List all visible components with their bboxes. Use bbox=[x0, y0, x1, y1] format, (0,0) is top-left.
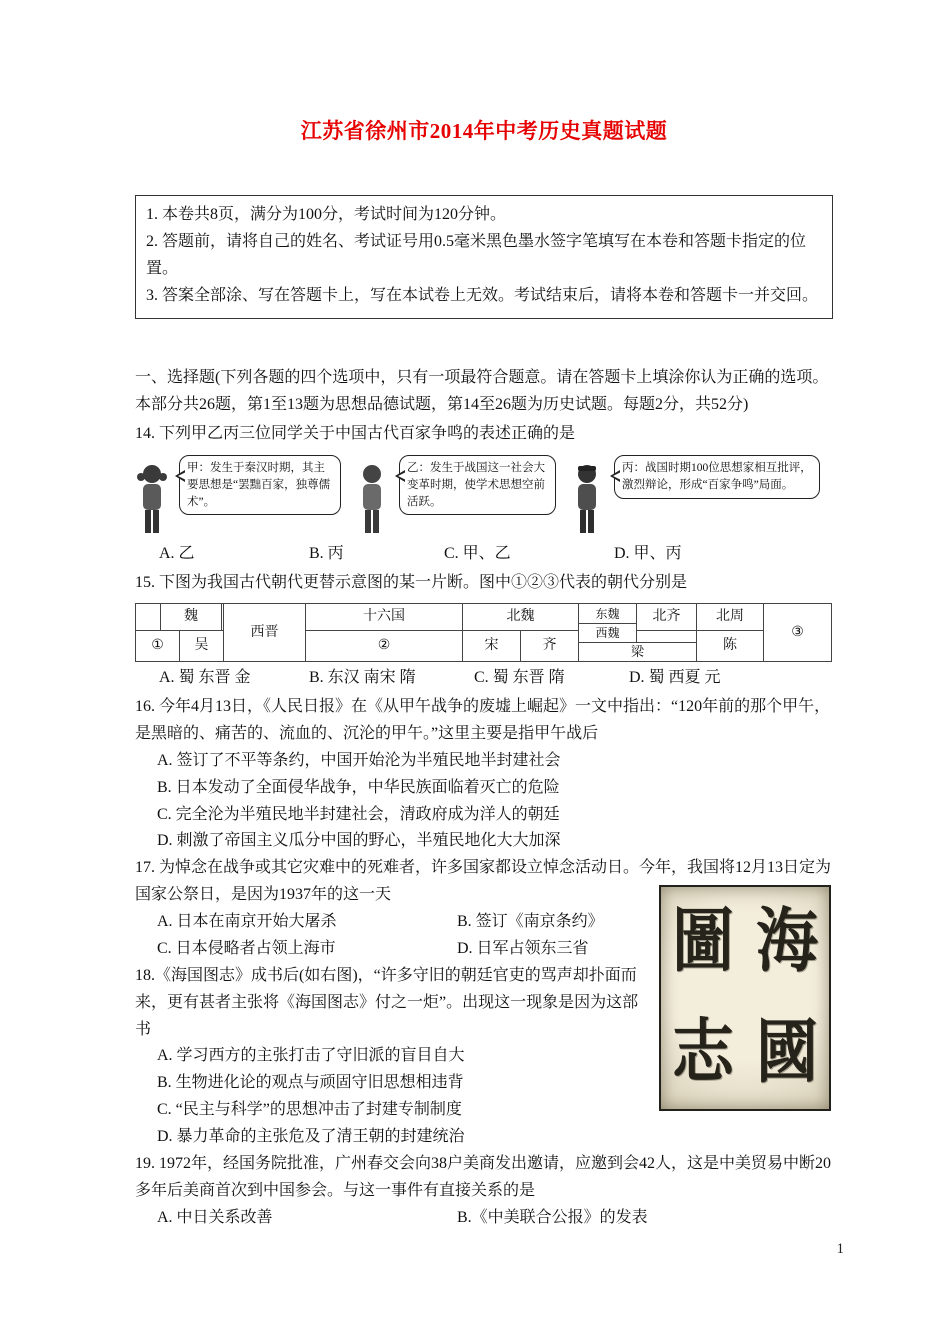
q16-option-a: A. 签订了不平等条约，中国开始沦为半殖民地半封建社会 bbox=[157, 751, 561, 769]
notice-line-1: 1. 本卷共8页，满分为100分，考试时间为120分钟。 bbox=[146, 206, 507, 224]
q14-illustration bbox=[135, 455, 833, 539]
timeline-cell-beiwei: 北魏 bbox=[462, 603, 579, 631]
q15-stem: 15. 下图为我国古代朝代更替示意图的某一片断。图中①②③代表的朝代分别是 bbox=[135, 574, 688, 592]
exam-notice-box bbox=[135, 195, 833, 319]
timeline-cell-wei: 魏 bbox=[160, 603, 222, 631]
section-heading: 一、选择题(下列各题的四个选项中，只有一项最符合题意。请在答题卡上填涂你认为正确的选项。本部分共26题，第1至13题为思想品德试题，第14至26题为历史试题。每题2分，共52分) bbox=[135, 368, 829, 413]
timeline-cell-dongwei: 东魏 bbox=[578, 603, 637, 624]
student-yi-unit bbox=[355, 455, 556, 539]
dynasty-timeline-diagram bbox=[135, 603, 832, 661]
q18-option-d: D. 暴力革命的主张危及了清王朝的封建统治 bbox=[157, 1128, 465, 1146]
q17-options bbox=[135, 909, 655, 963]
seal-char-zhi: 志 bbox=[672, 1015, 735, 1092]
q19-option-a: A. 中日关系改善 bbox=[157, 1208, 273, 1226]
student-jia-figure-icon bbox=[135, 463, 169, 539]
q18-option-b: B. 生物进化论的观点与顽固守旧思想相违背 bbox=[157, 1074, 464, 1092]
timeline-cell-chen: 陈 bbox=[696, 630, 764, 662]
q17-option-a: A. 日本在南京开始大屠杀 bbox=[157, 913, 337, 931]
timeline-cell-shiliuguo: 十六国 bbox=[305, 603, 463, 631]
page-content bbox=[135, 114, 833, 1232]
q17-q18-block bbox=[135, 855, 833, 1151]
speech-bubble-bing: 丙：战国时期100位思想家相互批评，激烈辩论，形成“百家争鸣”局面。 bbox=[614, 455, 820, 498]
q15-option-b: B. 东汉 南宋 隋 bbox=[309, 669, 416, 687]
q15-option-c: C. 蜀 东晋 隋 bbox=[474, 669, 565, 687]
q18-option-c: C. “民主与科学”的思想冲击了封建专制制度 bbox=[157, 1101, 462, 1119]
timeline-cell-xijin: 西晋 bbox=[223, 603, 306, 662]
q15-option-d: D. 蜀 西夏 元 bbox=[629, 669, 721, 687]
speech-bubble-yi: 乙：发生于战国这一社会大变革时期，使学术思想空前活跃。 bbox=[399, 455, 556, 515]
q14-option-a: A. 乙 bbox=[159, 545, 195, 563]
timeline-cell-beiqi: 北齐 bbox=[636, 603, 697, 631]
notice-line-3: 3. 答案全部涂、写在答题卡上，写在本试卷上无效。考试结束后，请将本卷和答题卡一并交回。 bbox=[146, 286, 819, 304]
seal-char-hai: 海 bbox=[756, 904, 819, 981]
seal-char-guo: 國 bbox=[756, 1015, 819, 1092]
q17-option-b: B. 签订《南京条约》 bbox=[457, 913, 604, 931]
q14-options bbox=[135, 541, 833, 568]
student-yi-figure-icon bbox=[355, 463, 389, 539]
q16-option-b: B. 日本发动了全面侵华战争，中华民族面临着灭亡的危险 bbox=[157, 778, 560, 796]
timeline-cell-2: ② bbox=[305, 630, 463, 662]
timeline-cell-3: ③ bbox=[763, 603, 832, 662]
q19-stem: 19. 1972年，经国务院批准，广州春交会向38户美商发出邀请，应邀到会42人，这是中美贸易中断20多年后美商首次到中国参会。与这一事件有直接关系的是 bbox=[135, 1154, 832, 1199]
document-title: 江苏省徐州市2014年中考历史真题试题 bbox=[300, 119, 668, 143]
q19-options bbox=[135, 1205, 695, 1232]
student-bing-unit bbox=[570, 455, 820, 539]
notice-line-2: 2. 答题前，请将自己的姓名、考试证号用0.5毫米黑色墨水签字笔填写在本卷和答题卡指定的位置。 bbox=[146, 233, 807, 278]
timeline-cell-beizhou: 北周 bbox=[696, 603, 764, 631]
q17-option-c: C. 日本侵略者占领上海市 bbox=[157, 939, 336, 957]
student-bing-figure-icon bbox=[570, 463, 604, 539]
q18-stem: 18.《海国图志》成书后(如右图)，“许多守旧的朝廷官吏的骂声却扑面而来，更有甚者主张将《海国图志》付之一炬”。出现这一现象是因为这部书 bbox=[135, 966, 639, 1038]
timeline-cell-qi: 齐 bbox=[520, 630, 579, 662]
haiguotuzhi-book-cover-image bbox=[659, 885, 831, 1111]
student-jia-unit bbox=[135, 455, 341, 539]
q14-option-b: B. 丙 bbox=[309, 545, 344, 563]
timeline-cell-1: ① bbox=[135, 630, 180, 662]
timeline-cell-xiwei: 西魏 bbox=[578, 623, 637, 643]
q17-stem: 17. 为悼念在战争或其它灾难中的死难者，许多国家都设立悼念活动日。今年，我国将12月13日定为国家公祭日，是因为1937年的这一天 bbox=[135, 859, 832, 904]
q14-option-d: D. 甲、丙 bbox=[614, 545, 682, 563]
timeline-cell-wu: 吴 bbox=[179, 630, 224, 662]
speech-bubble-jia: 甲：发生于秦汉时期，其主要思想是“罢黜百家，独尊儒术”。 bbox=[179, 455, 341, 515]
q14-option-c: C. 甲、乙 bbox=[444, 545, 511, 563]
q16-stem: 16. 今年4月13日，《人民日报》在《从甲午战争的废墟上崛起》一文中指出：“120年前的那个甲午，是黑暗的、痛苦的、流血的、沉沦的甲午。”这里主要是指甲午战后 bbox=[135, 698, 831, 742]
timeline-cell-liang: 梁 bbox=[578, 642, 697, 662]
q15-options bbox=[135, 665, 833, 692]
q14-stem: 14. 下列甲乙丙三位同学关于中国古代百家争鸣的表述正确的是 bbox=[135, 424, 576, 442]
timeline-cell-song: 宋 bbox=[462, 630, 521, 662]
q16-option-d: D. 刺激了帝国主义瓜分中国的野心，半殖民地化大大加深 bbox=[157, 832, 561, 850]
q19-option-b: B.《中美联合公报》的发表 bbox=[457, 1208, 648, 1226]
q18-text-column bbox=[135, 963, 647, 1151]
q17-option-d: D. 日军占领东三省 bbox=[457, 939, 589, 957]
seal-char-tu: 圖 bbox=[672, 904, 735, 981]
q15-option-a: A. 蜀 东晋 金 bbox=[159, 669, 251, 687]
q18-option-a: A. 学习西方的主张打击了守旧派的盲目自大 bbox=[157, 1047, 465, 1065]
q16-option-c: C. 完全沦为半殖民地半封建社会，清政府成为洋人的朝廷 bbox=[157, 805, 560, 823]
page-number: 1 bbox=[836, 1241, 844, 1257]
